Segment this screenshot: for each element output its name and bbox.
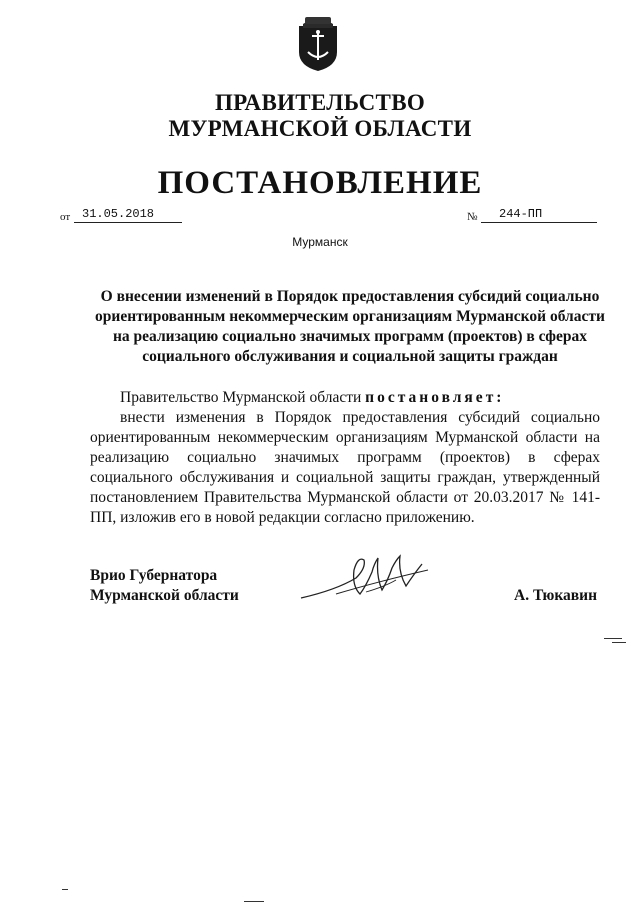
resolution-body: внести изменения в Порядок предоставления субсидий социально ориентированным некоммерческим организациям Мурманской области на реализацию социально значимых программ (проектов) в сферах социального обслуживания и социальной защиты граждан, утвержденный постановлением Правительства Мурманской области от 20.03.2017 № 141-ПП, изложив его в новой редакции согласно приложению.	[90, 409, 600, 526]
scan-mark	[604, 638, 622, 639]
scan-mark	[612, 642, 626, 643]
scan-mark	[244, 901, 264, 902]
resolution-intro-lead: Правительство Мурманской области	[120, 389, 362, 406]
signer-title-line2: Мурманской области	[90, 587, 239, 604]
organization-name-line1: ПРАВИТЕЛЬСТВО	[214, 90, 426, 115]
subject-line: ориентированным некоммерческим организациям Мурманской области	[95, 308, 605, 325]
subject-line: на реализацию социально значимых программ (проектов) в сферах	[113, 328, 587, 345]
signer-title-line1: Врио Губернатора	[90, 567, 218, 584]
subject-line: социального обслуживания и социальной защиты граждан	[142, 348, 558, 365]
document-type-title: ПОСТАНОВЛЕНИЕ	[157, 165, 483, 201]
number-prefix: №	[467, 211, 478, 223]
organization-name-line2: МУРМАНСКОЙ ОБЛАСТИ	[168, 116, 472, 141]
resolution-intro	[90, 388, 600, 408]
document-subject	[95, 287, 605, 367]
signer-title	[90, 566, 239, 606]
document-number: 244-ПП	[481, 207, 597, 223]
scan-mark	[62, 889, 68, 890]
city-name: Мурманск	[292, 235, 348, 249]
subject-line: О внесении изменений в Порядок предоставления субсидий социально	[100, 288, 600, 305]
coat-of-arms-icon	[293, 12, 343, 72]
signature-icon	[296, 550, 436, 610]
resolution-verb: постановляет:	[365, 389, 505, 406]
date-prefix: от	[60, 211, 71, 223]
document-date: 31.05.2018	[74, 207, 182, 223]
signer-name: А. Тюкавин	[514, 587, 598, 604]
